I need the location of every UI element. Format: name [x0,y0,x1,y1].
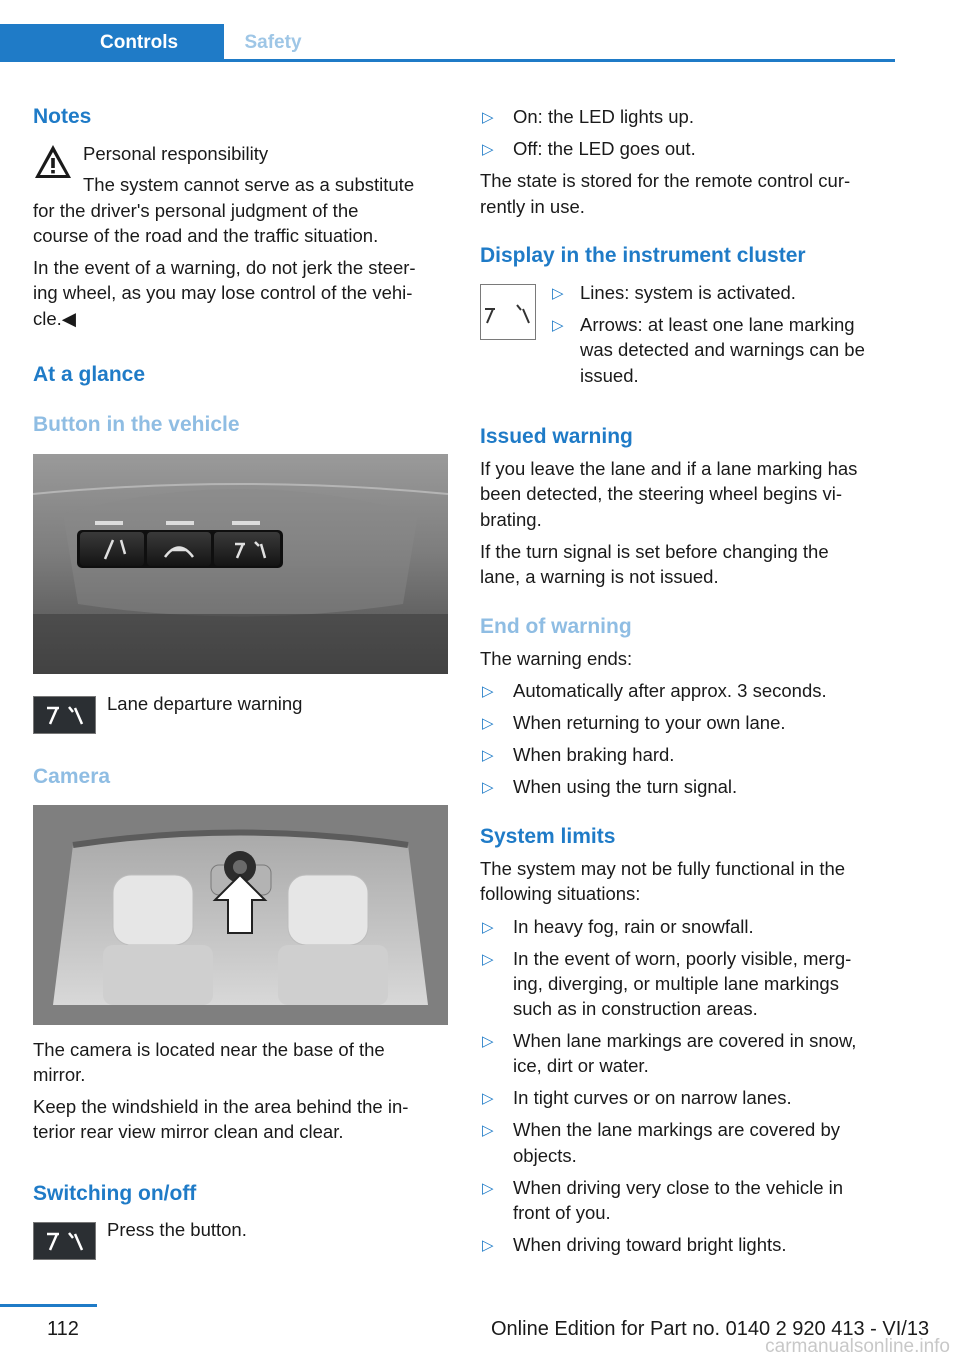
watermark: carmanualsonline.info [765,1336,950,1357]
camera-heading: Camera [33,765,111,788]
bullet-icon: ▷ [482,1122,494,1139]
limit-item: In heavy fog, rain or snowfall. [513,916,754,937]
display-item-arrows-line-3: issued. [580,365,639,386]
issued-warning-heading: Issued warning [480,425,633,448]
at-a-glance-heading: At a glance [33,363,146,386]
issued-paragraph-1-line-1: If you leave the lane and if a lane marking has [480,458,858,479]
display-item-lines: Lines: system is activated. [580,282,796,303]
limit-item: In tight curves or on narrow lanes. [513,1087,792,1108]
notes-paragraph-2-line-2: ing wheel, as you may lose control of the vehi‐ [33,282,413,303]
end-item: When returning to your own lane. [513,712,786,733]
display-item-arrows-line-1: Arrows: at least one lane marking [580,314,855,335]
issued-paragraph-2-line-1: If the turn signal is set before changing the [480,541,829,562]
tab-controls[interactable]: Controls [0,24,224,62]
issued-paragraph-1-line-3: brating. [480,509,542,530]
bullet-icon: ▷ [482,919,494,936]
notes-paragraph-2-line-3: cle.◀ [33,308,77,329]
state-paragraph-line-1: The state is stored for the remote control cur‐ [480,170,851,191]
instrument-cluster-lines-icon [480,284,536,340]
limits-intro-line-2: following situations: [480,883,641,904]
end-of-warning-heading: End of warning [480,615,632,638]
chapter-tab-bar [0,24,895,62]
camera-paragraph-2-line-2: terior rear view mirror clean and clear. [33,1121,344,1142]
notes-paragraph-1-line-3: course of the road and the traffic situation. [33,225,379,246]
state-paragraph-line-2: rently in use. [480,196,585,217]
notes-paragraph-1-line-2: for the driver's personal judgment of the [33,200,359,221]
limit-item-line: objects. [513,1145,577,1166]
limit-item-line: When lane markings are covered in snow, [513,1030,857,1051]
limit-item-line: ice, dirt or water. [513,1055,649,1076]
bullet-icon: ▷ [482,951,494,968]
switching-text: Press the button. [107,1219,247,1240]
camera-location-photo [33,805,448,1025]
lane-departure-label: Lane departure warning [107,693,303,714]
end-item: Automatically after approx. 3 seconds. [513,680,827,701]
bullet-icon: ▷ [482,747,494,764]
bullet-icon: ▷ [552,285,564,302]
lane-departure-icon [33,696,96,734]
state-item-off: Off: the LED goes out. [513,138,696,159]
state-item-on: On: the LED lights up. [513,106,694,127]
limit-item-line: When the lane markings are covered by [513,1119,841,1140]
issued-paragraph-2-line-2: lane, a warning is not issued. [480,566,719,587]
limit-item-line: ing, diverging, or multiple lane markings [513,973,839,994]
bullet-icon: ▷ [482,1090,494,1107]
bullet-icon: ▷ [482,141,494,158]
camera-paragraph-1-line-2: mirror. [33,1064,86,1085]
notes-paragraph-2-line-1: In the event of a warning, do not jerk the steer‐ [33,257,416,278]
warning-triangle-icon [33,142,73,182]
notes-paragraph-1-line-1: The system cannot serve as a substitute [83,174,415,195]
end-item: When braking hard. [513,744,675,765]
display-heading: Display in the instrument cluster [480,244,806,267]
tab-safety[interactable]: Safety [244,32,302,53]
end-intro: The warning ends: [480,648,633,669]
bullet-icon: ▷ [482,1033,494,1050]
limit-item-line: front of you. [513,1202,611,1223]
notes-heading: Notes [33,105,92,128]
limit-item: When driving toward bright lights. [513,1234,787,1255]
end-item: When using the turn signal. [513,776,738,797]
bullet-icon: ▷ [482,683,494,700]
edition-footer: Online Edition for Part no. 0140 2 920 413 - VI/13 [491,1318,930,1340]
limit-item-line: such as in construction areas. [513,998,758,1019]
camera-paragraph-2-line-1: Keep the windshield in the area behind the in‐ [33,1096,409,1117]
switching-heading: Switching on/off [33,1182,197,1205]
notes-title: Personal responsibility [83,143,269,164]
camera-paragraph-1-line-1: The camera is located near the base of the [33,1039,385,1060]
vehicle-buttons-photo [33,454,448,674]
bullet-icon: ▷ [482,1237,494,1254]
system-limits-heading: System limits [480,825,616,848]
bullet-icon: ▷ [552,317,564,334]
bullet-icon: ▷ [482,779,494,796]
footer-rule [0,1304,97,1307]
page-number: 112 [47,1318,79,1340]
limit-item-line: In the event of worn, poorly visible, merg‐ [513,948,852,969]
bullet-icon: ▷ [482,715,494,732]
bullet-icon: ▷ [482,1180,494,1197]
button-in-vehicle-heading: Button in the vehicle [33,413,240,436]
issued-paragraph-1-line-2: been detected, the steering wheel begins vi‐ [480,483,843,504]
limit-item-line: When driving very close to the vehicle in [513,1177,844,1198]
display-item-arrows-line-2: was detected and warnings can be [580,339,865,360]
limits-intro-line-1: The system may not be fully functional in the [480,858,846,879]
lane-departure-button-icon [33,1222,96,1260]
bullet-icon: ▷ [482,109,494,126]
